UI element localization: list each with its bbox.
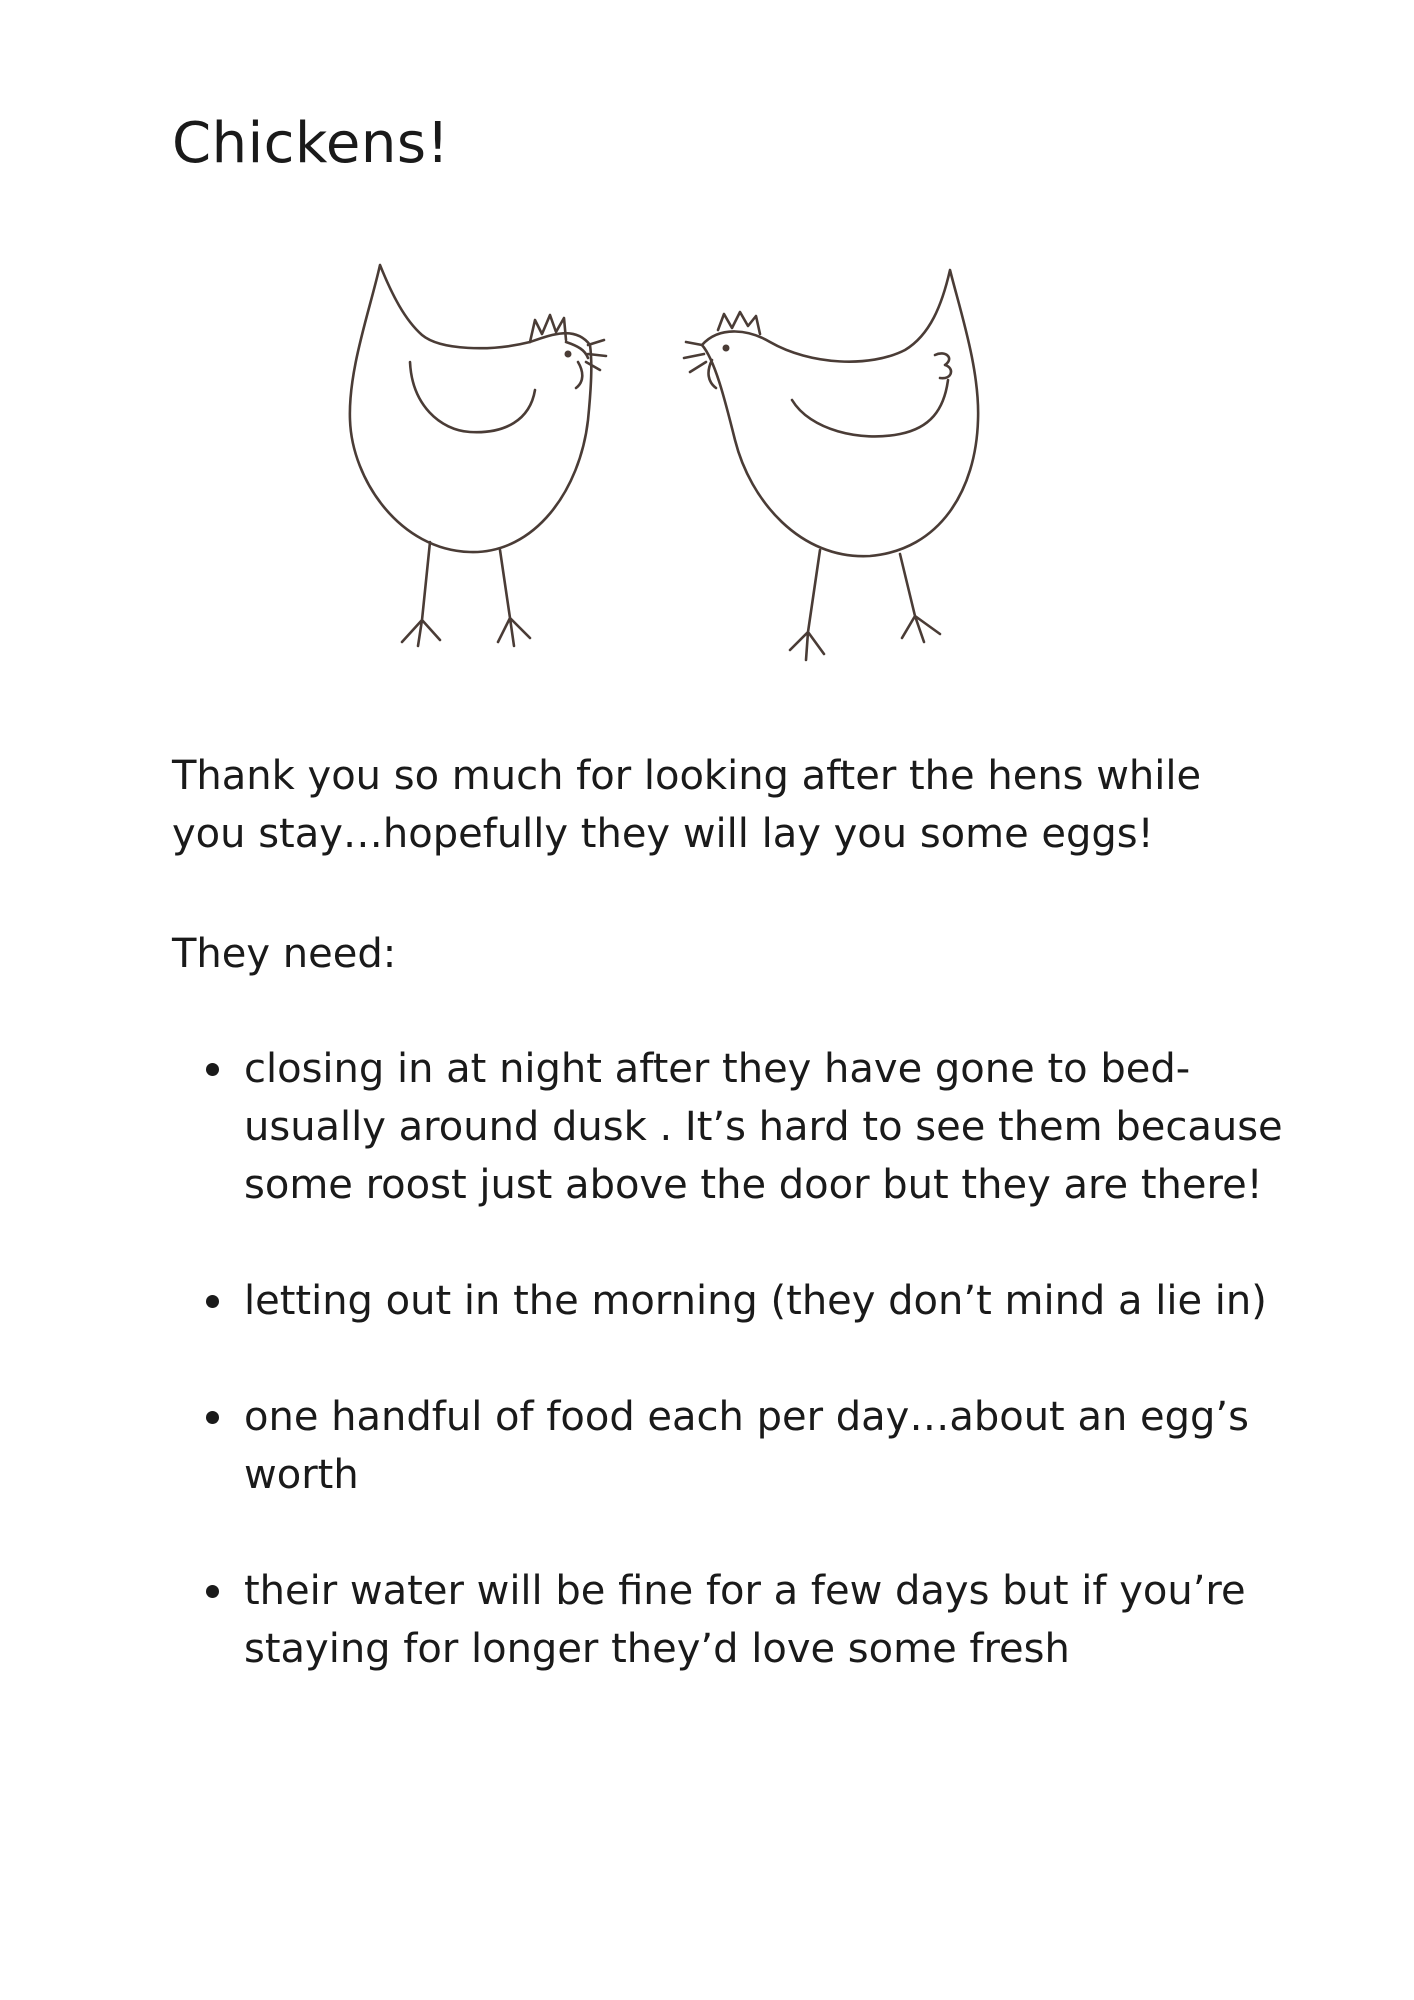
page-title: Chickens! bbox=[172, 111, 450, 176]
list-item-text: their water will be fine for a few days but if you’re staying for longer they’d love some fresh bbox=[244, 1568, 1246, 1672]
right-hen bbox=[684, 270, 978, 660]
list-item-text: closing in at night after they have gone to bed- usually around dusk . It’s hard to see them because some roost just above the door but they are there! bbox=[244, 1046, 1283, 1208]
list-item bbox=[172, 1562, 1292, 1678]
intro-paragraph: Thank you so much for looking after the hens while you stay…hopefully they will lay you some eggs! bbox=[172, 753, 1202, 857]
list-item-text: one handful of food each per day…about an egg’s worth bbox=[244, 1394, 1249, 1498]
list-item-text: letting out in the morning (they don’t mind a lie in) bbox=[244, 1278, 1267, 1324]
left-hen bbox=[350, 265, 606, 646]
list-item bbox=[172, 1272, 1292, 1330]
bullet-icon bbox=[206, 1585, 219, 1598]
needs-list bbox=[172, 1040, 1292, 1736]
needs-heading: They need: bbox=[172, 931, 397, 977]
hens-illustration bbox=[330, 250, 1000, 670]
bullet-icon bbox=[206, 1295, 219, 1308]
list-item bbox=[172, 1388, 1292, 1504]
list-item bbox=[172, 1040, 1292, 1214]
bullet-icon bbox=[206, 1411, 219, 1424]
bullet-icon bbox=[206, 1063, 219, 1076]
